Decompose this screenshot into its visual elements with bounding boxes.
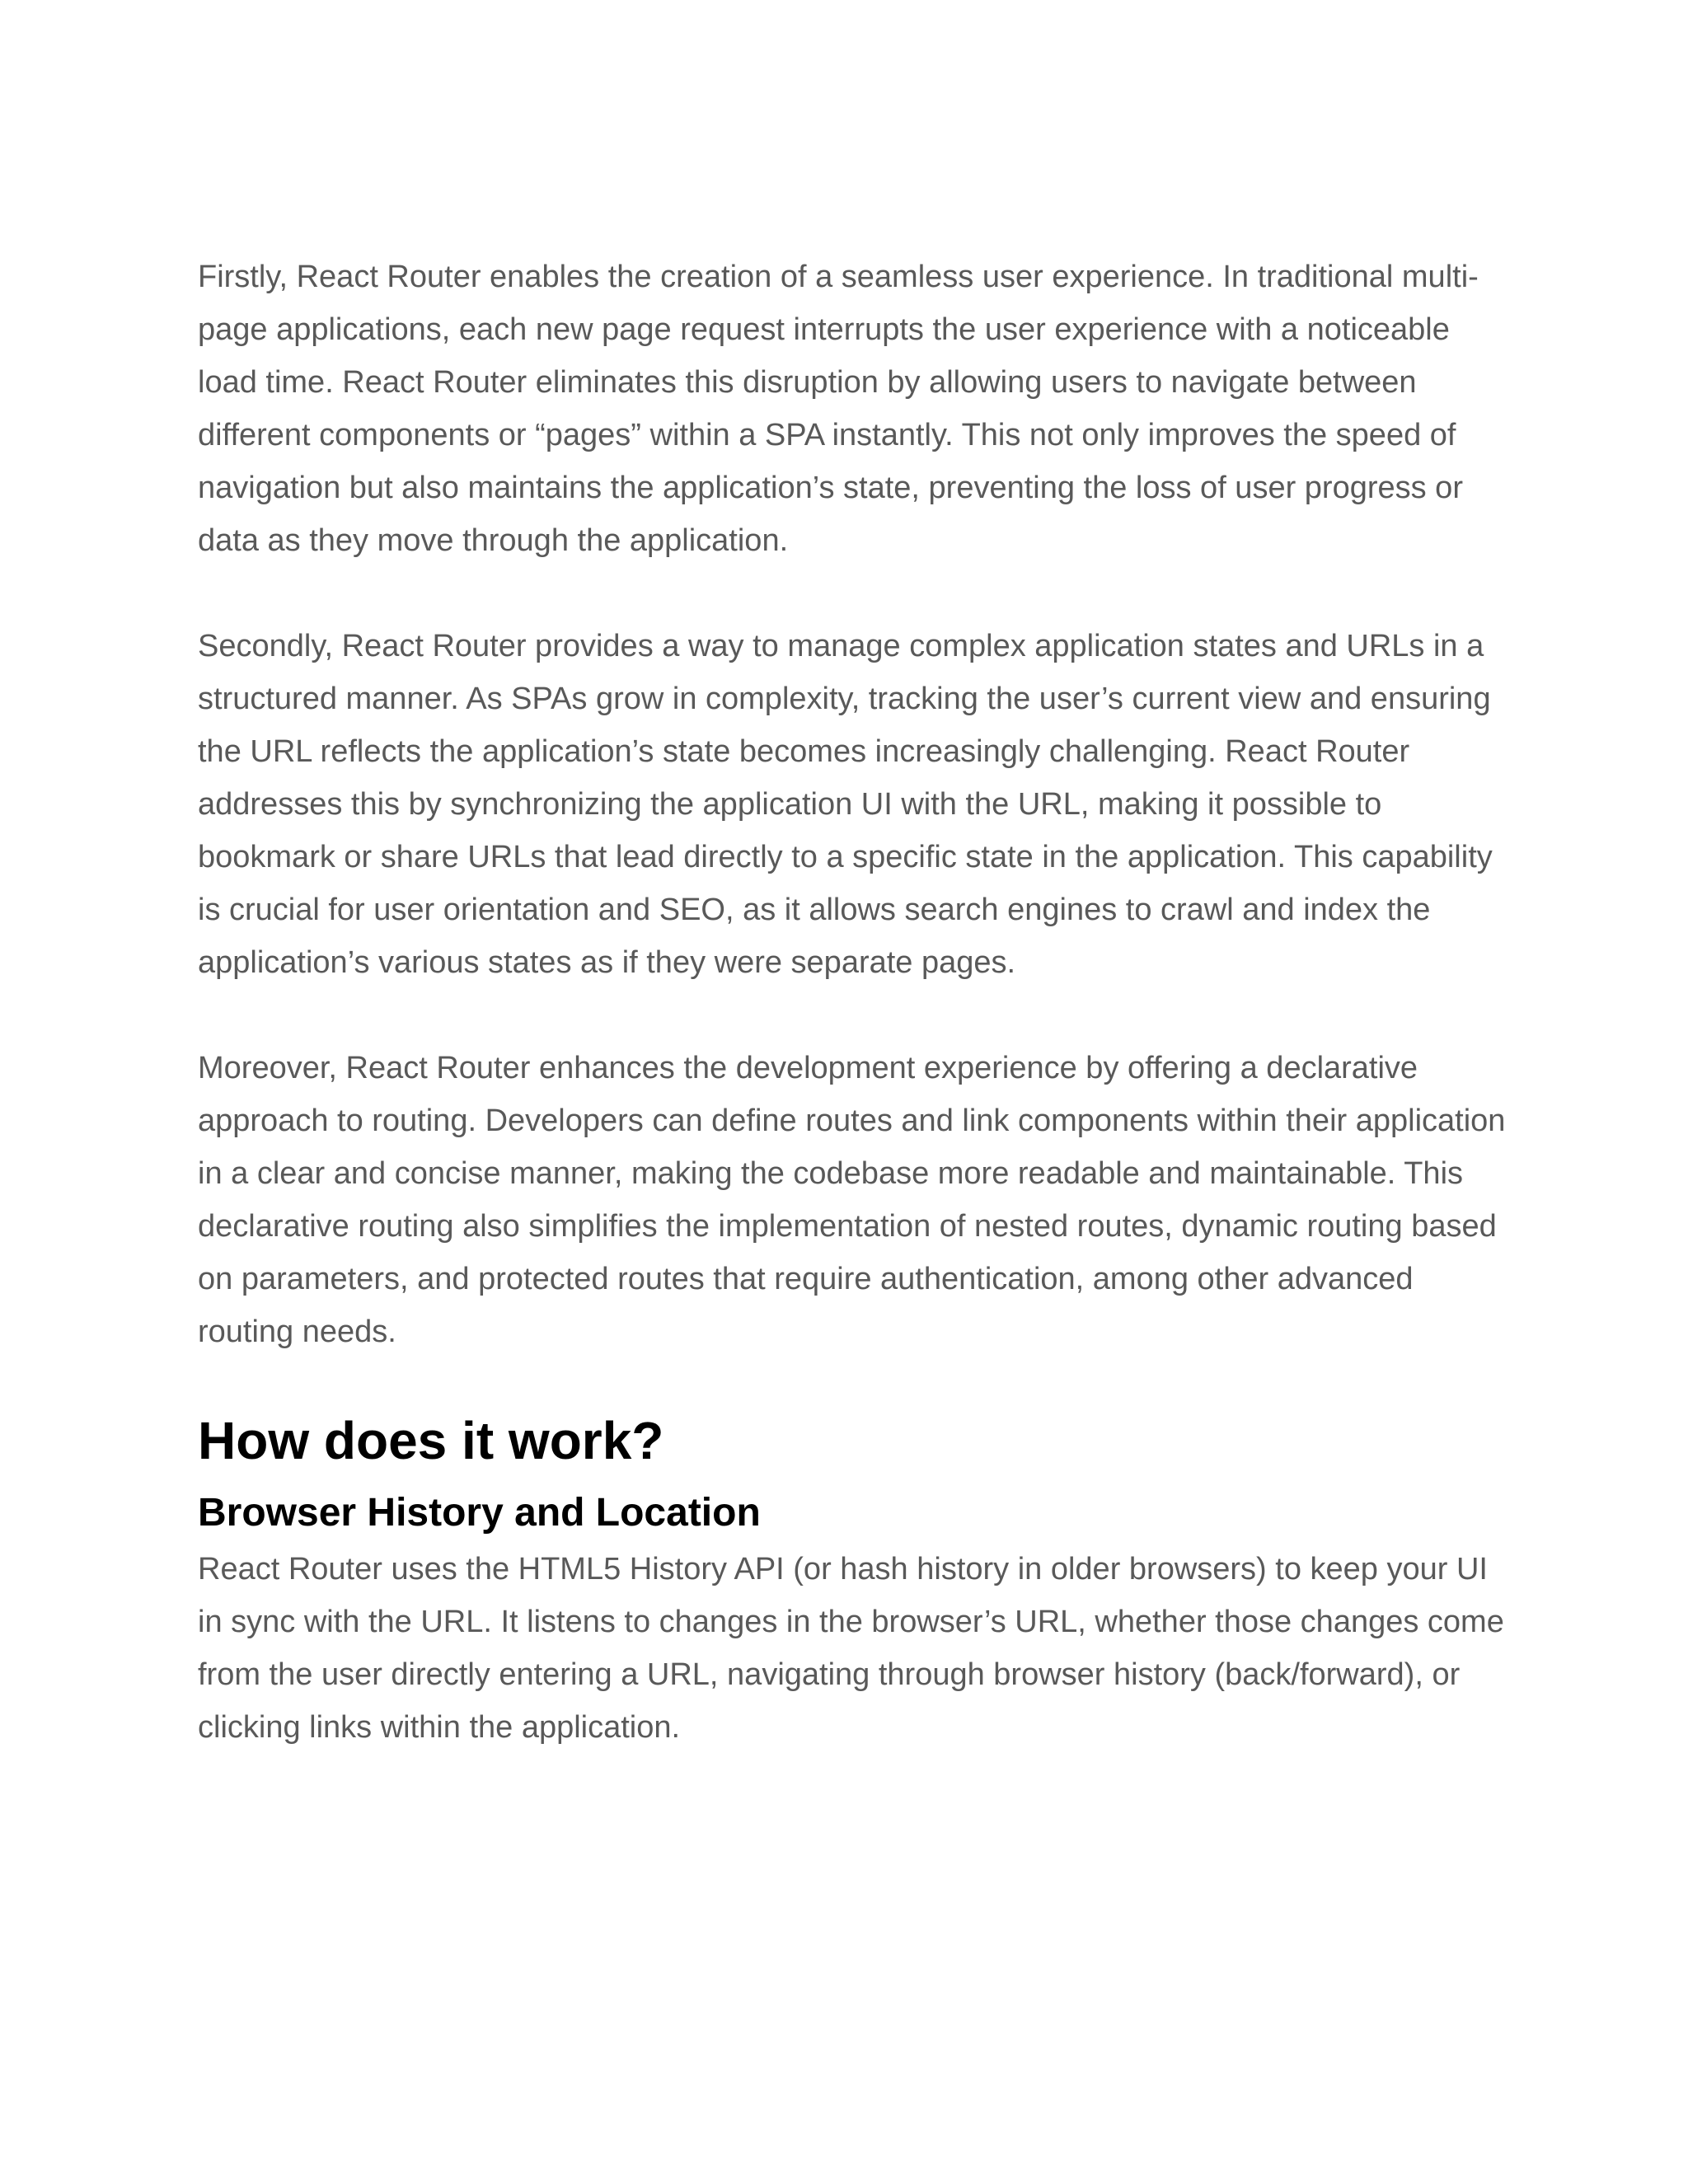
subsection-heading: Browser History and Location — [198, 1491, 761, 1535]
paragraph-secondly: Secondly, React Router provides a way to manage complex application states and URLs in a structured manner. As SPAs grow in complexity, tracking the user’s current view and ensuring the URL reflects the application’s state becomes increasingly challenging. React Router addresses this by synchronizing the application UI with the URL, making it possible to bookmark or share URLs that lead directly to a specific state in the application. This capability is crucial for user orientation and SEO, as it allows search engines to crawl and index the application’s various states as if they were separate pages. — [198, 629, 1493, 980]
paragraph-moreover: Moreover, React Router enhances the development experience by offering a declarative approach to routing. Developers can define routes and link components within their application in a clear and concise manner, making the codebase more readable and maintainable. This declarative routing also simplifies the implementation of nested routes, dynamic routing based on parameters, and protected routes that require authentication, among other advanced routing needs. — [198, 1051, 1506, 1349]
paragraph-spacer — [198, 567, 1517, 620]
section-heading: How does it work? — [198, 1411, 664, 1470]
document-page — [198, 251, 1517, 1754]
paragraph-firstly: Firstly, React Router enables the creation of a seamless user experience. In traditional multi-page applications, each new page request interrupts the user experience with a noticeable load time. React Router eliminates this disruption by allowing users to navigate between different components or “pages” within a SPA instantly. This not only improves the speed of navigation but also maintains the application’s state, preventing the loss of user progress or data as they move through the application. — [198, 260, 1479, 558]
paragraph-browser-history: React Router uses the HTML5 History API (or hash history in older browsers) to keep your UI in sync with the URL. It listens to changes in the browser’s URL, whether those changes come from the user directly entering a URL, navigating through browser history (back/forward), or clicking links within the application. — [198, 1552, 1504, 1745]
paragraph-spacer — [198, 989, 1517, 1042]
